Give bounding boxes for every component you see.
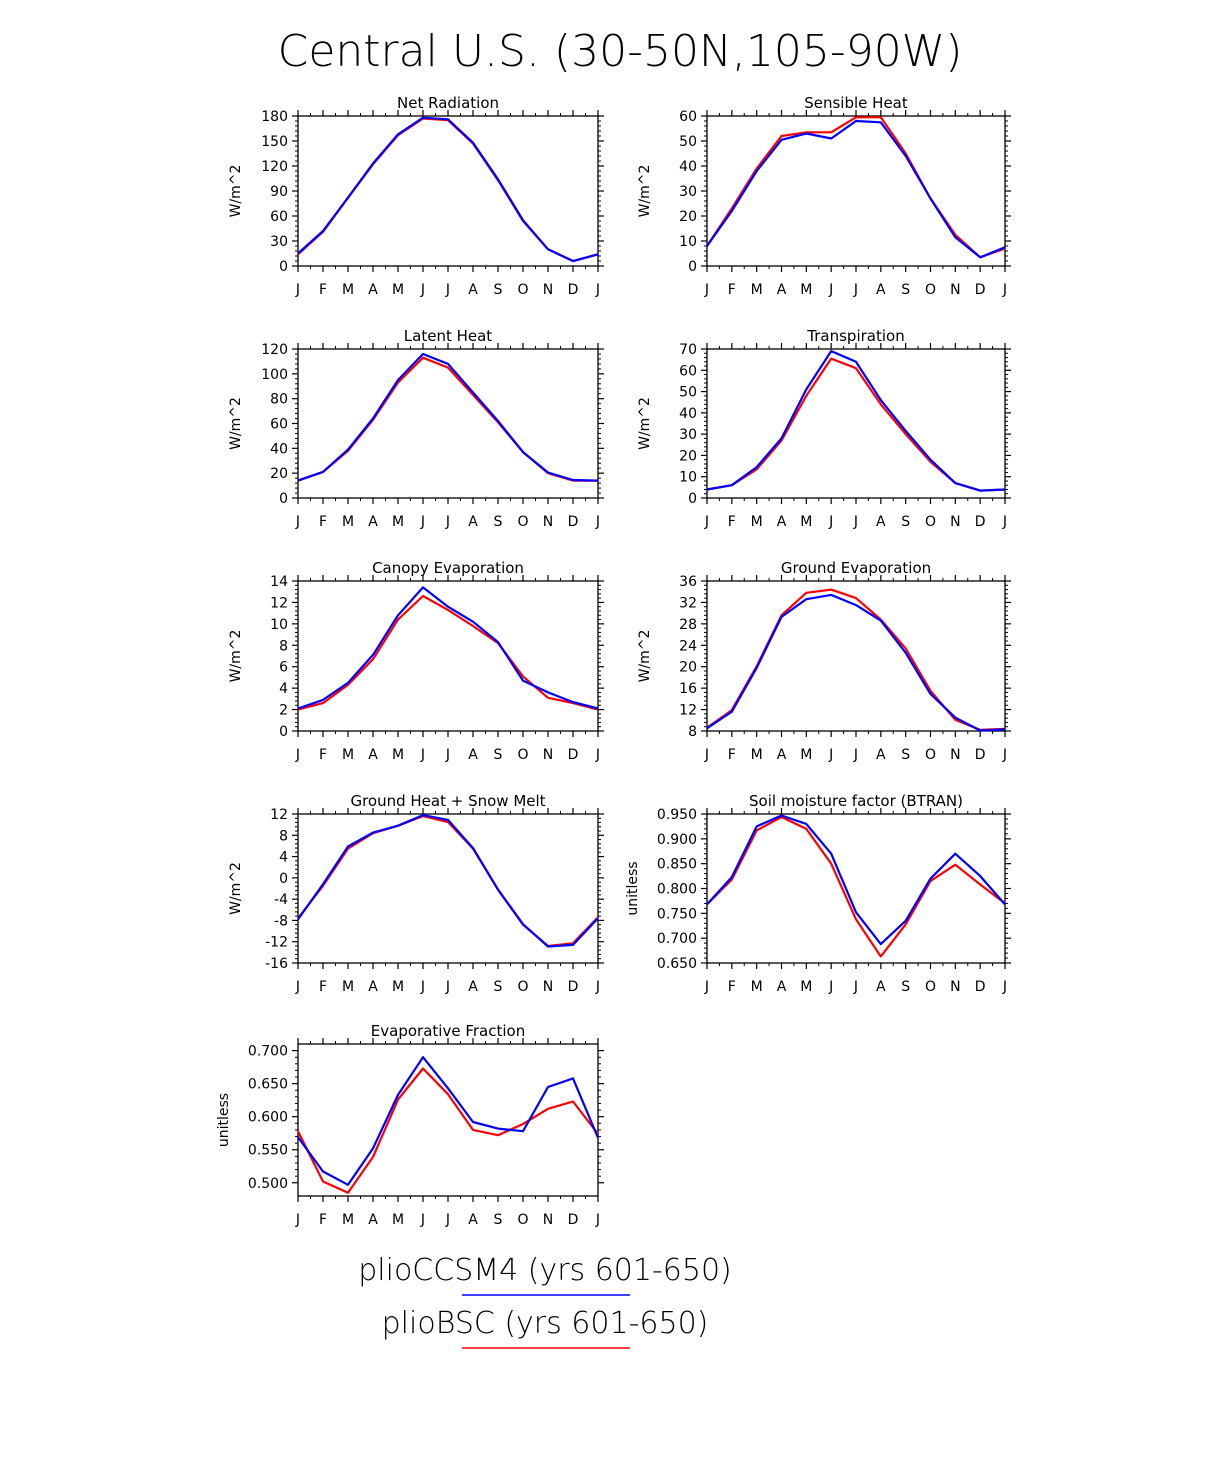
panel-title: Canopy Evaporation [372, 559, 524, 577]
y-tick-label: 180 [261, 109, 288, 125]
x-tick-label: J [445, 1212, 451, 1228]
x-tick-label: M [750, 979, 763, 995]
x-tick-label: D [974, 979, 986, 995]
x-tick-label: F [318, 747, 328, 763]
series-line-pliocCSM4 [298, 1057, 598, 1185]
chart-panel [228, 559, 604, 763]
legend-label-pliocCSM4: plioCCSM4 (yrs 601-650) [358, 1253, 732, 1288]
x-tick-label: J [1002, 979, 1008, 995]
x-tick-label: D [567, 1212, 579, 1228]
y-tick-label: -8 [274, 913, 288, 930]
x-tick-label: F [318, 979, 328, 995]
y-tick-label: 0.700 [247, 1043, 288, 1060]
series-line-pliobsc [707, 590, 1005, 730]
panel-title: Latent Heat [403, 327, 493, 345]
x-tick-label: A [368, 747, 378, 763]
x-tick-label: S [493, 747, 503, 763]
x-tick-label: A [876, 514, 886, 530]
x-tick-label: M [341, 979, 355, 995]
y-tick-label: 8 [279, 828, 288, 845]
y-tick-label: 0 [279, 491, 288, 507]
y-axis-label: W/m^2 [228, 164, 244, 218]
y-tick-label: 12 [679, 702, 697, 719]
y-tick-label: 60 [270, 416, 288, 433]
x-tick-label: J [853, 747, 859, 763]
x-tick-label: J [595, 747, 601, 763]
x-tick-label: D [974, 514, 986, 530]
y-tick-label: 20 [270, 466, 288, 483]
chart-panel [228, 94, 604, 298]
panel-title: Transpiration [807, 327, 905, 345]
y-tick-label: 120 [261, 342, 288, 358]
y-tick-label: 0.900 [656, 831, 697, 848]
y-tick-label: 40 [679, 405, 697, 422]
panel-title: Ground Evaporation [780, 559, 932, 577]
x-tick-label: J [420, 514, 426, 530]
main-title: Central U.S. (30-50N,105-90W) [277, 26, 963, 77]
y-tick-label: 8 [688, 724, 697, 740]
y-tick-label: 10 [679, 234, 697, 250]
series-line-pliocCSM4 [298, 815, 598, 946]
x-tick-label: O [517, 747, 529, 763]
series-line-pliocCSM4 [298, 354, 598, 481]
y-tick-label: 30 [270, 234, 288, 250]
x-tick-label: A [876, 979, 886, 995]
y-tick-label: 80 [270, 391, 288, 408]
y-tick-label: 8 [279, 638, 288, 655]
x-tick-label: N [542, 282, 554, 298]
y-tick-label: 12 [270, 595, 288, 612]
y-tick-label: 2 [279, 702, 288, 719]
x-tick-label: J [420, 1212, 426, 1228]
y-tick-label: 0 [279, 870, 288, 887]
plot-frame [298, 814, 598, 963]
x-tick-label: J [704, 514, 710, 530]
x-tick-label: J [1002, 747, 1008, 763]
x-tick-label: M [800, 747, 813, 763]
x-tick-label: O [517, 282, 529, 298]
x-tick-label: M [391, 747, 405, 763]
x-tick-label: J [704, 747, 710, 763]
y-tick-label: 14 [270, 574, 288, 590]
chart-panel [625, 792, 1011, 995]
x-tick-label: J [829, 979, 834, 995]
y-tick-label: 20 [679, 448, 697, 465]
y-tick-label: 6 [279, 659, 288, 676]
y-tick-label: 0.700 [656, 931, 697, 948]
y-axis-label: W/m^2 [637, 629, 653, 683]
y-tick-label: 30 [679, 184, 697, 200]
x-tick-label: J [445, 282, 451, 298]
x-tick-label: J [853, 282, 859, 298]
x-tick-label: F [318, 282, 328, 298]
x-tick-label: N [542, 1212, 554, 1228]
x-tick-label: N [542, 747, 554, 763]
x-tick-label: O [924, 747, 937, 763]
x-tick-label: J [295, 282, 301, 298]
x-tick-label: D [567, 979, 579, 995]
y-axis-label: W/m^2 [228, 629, 244, 683]
plot-frame [298, 581, 598, 731]
y-tick-label: 36 [679, 574, 697, 590]
x-tick-label: M [341, 282, 355, 298]
x-tick-label: J [829, 282, 834, 298]
x-tick-label: O [924, 979, 937, 995]
x-tick-label: N [542, 979, 554, 995]
x-tick-label: S [901, 514, 911, 530]
x-tick-label: J [295, 979, 301, 995]
x-tick-label: N [950, 747, 961, 763]
series-line-pliobsc [298, 358, 598, 481]
x-tick-label: A [468, 1212, 478, 1228]
x-tick-label: O [924, 282, 937, 298]
y-axis-label: W/m^2 [228, 862, 244, 915]
x-tick-label: M [800, 282, 813, 298]
series-line-pliocCSM4 [707, 595, 1005, 731]
y-tick-label: 0 [279, 259, 288, 275]
x-tick-label: J [1002, 282, 1008, 298]
y-axis-label: unitless [216, 1092, 232, 1148]
x-tick-label: S [901, 282, 911, 298]
x-tick-label: J [420, 282, 426, 298]
y-tick-label: 0.750 [656, 906, 697, 923]
x-tick-label: A [468, 282, 478, 298]
x-tick-label: J [445, 514, 451, 530]
x-tick-label: J [445, 747, 451, 763]
plot-frame [707, 581, 1005, 731]
y-tick-label: 100 [261, 366, 288, 383]
y-tick-label: 70 [679, 342, 697, 358]
y-tick-label: 0 [688, 259, 697, 275]
x-tick-label: J [420, 979, 426, 995]
x-tick-label: M [341, 514, 355, 530]
series-line-pliobsc [707, 117, 1005, 257]
y-tick-label: 12 [270, 807, 288, 823]
plot-frame [298, 116, 598, 266]
x-tick-label: D [567, 747, 579, 763]
x-tick-label: J [1002, 514, 1008, 530]
x-tick-label: N [950, 514, 961, 530]
y-tick-label: 0.950 [656, 807, 697, 823]
x-tick-label: S [493, 514, 503, 530]
x-tick-label: A [368, 282, 378, 298]
x-tick-label: J [704, 979, 710, 995]
y-tick-label: 4 [279, 849, 288, 866]
panel-title: Sensible Heat [804, 94, 908, 112]
x-tick-label: S [493, 282, 503, 298]
x-tick-label: J [853, 979, 859, 995]
x-tick-label: F [727, 282, 736, 298]
y-tick-label: 0.500 [247, 1175, 288, 1192]
x-tick-label: A [368, 514, 378, 530]
y-tick-label: 10 [270, 616, 288, 633]
x-tick-label: M [391, 282, 405, 298]
y-tick-label: 40 [270, 441, 288, 458]
y-axis-label: W/m^2 [637, 397, 653, 450]
plot-frame [707, 116, 1005, 266]
y-tick-label: 0.800 [656, 881, 697, 898]
x-tick-label: A [776, 514, 787, 530]
chart-panel [637, 327, 1011, 530]
panel-title: Ground Heat + Snow Melt [350, 792, 546, 810]
y-tick-label: 16 [679, 681, 697, 698]
y-tick-label: -16 [265, 956, 288, 972]
x-tick-label: F [318, 1212, 328, 1228]
series-line-pliobsc [298, 816, 598, 946]
x-tick-label: M [391, 514, 405, 530]
y-tick-label: 10 [679, 469, 697, 486]
y-tick-label: 0.650 [656, 956, 697, 972]
y-tick-label: 20 [679, 209, 697, 225]
x-tick-label: S [493, 979, 503, 995]
x-tick-label: M [750, 514, 763, 530]
x-tick-label: A [776, 282, 787, 298]
x-tick-label: M [800, 979, 813, 995]
x-tick-label: M [391, 1212, 405, 1228]
x-tick-label: J [704, 282, 710, 298]
x-tick-label: O [517, 1212, 529, 1228]
panel-title: Net Radiation [397, 94, 499, 112]
chart-panel [637, 94, 1011, 298]
series-line-pliocCSM4 [707, 121, 1005, 257]
x-tick-label: J [295, 1212, 301, 1228]
y-axis-label: W/m^2 [228, 397, 244, 450]
y-tick-label: 60 [679, 363, 697, 380]
series-line-pliocCSM4 [707, 816, 1005, 945]
chart-panel [216, 1022, 604, 1228]
x-tick-label: A [876, 282, 886, 298]
y-tick-label: 120 [261, 159, 288, 175]
panel-title: Evaporative Fraction [370, 1022, 526, 1040]
x-tick-label: A [468, 514, 478, 530]
x-tick-label: A [876, 747, 886, 763]
x-tick-label: M [750, 747, 763, 763]
x-tick-label: J [595, 1212, 601, 1228]
x-tick-label: M [341, 1212, 355, 1228]
x-tick-label: O [924, 514, 937, 530]
x-tick-label: J [595, 514, 601, 530]
x-tick-label: J [295, 747, 301, 763]
series-line-pliocCSM4 [298, 118, 598, 261]
y-tick-label: 0.650 [247, 1076, 288, 1093]
y-tick-label: 50 [679, 134, 697, 150]
y-tick-label: -12 [265, 934, 288, 951]
series-line-pliocCSM4 [298, 587, 598, 708]
series-line-pliobsc [298, 596, 598, 710]
x-tick-label: M [391, 979, 405, 995]
x-tick-label: S [901, 747, 911, 763]
x-tick-label: J [829, 747, 834, 763]
series-line-pliobsc [298, 119, 598, 262]
x-tick-label: J [595, 282, 601, 298]
x-tick-label: A [776, 747, 787, 763]
y-tick-label: 4 [279, 681, 288, 698]
x-tick-label: J [595, 979, 601, 995]
x-tick-label: M [341, 747, 355, 763]
panels [216, 94, 1011, 1228]
x-tick-label: N [542, 514, 554, 530]
y-tick-label: 0.600 [247, 1109, 288, 1126]
x-tick-label: M [800, 514, 813, 530]
x-tick-label: D [567, 514, 579, 530]
y-axis-label: W/m^2 [637, 164, 653, 218]
y-tick-label: 0.850 [656, 856, 697, 873]
chart-panel [228, 792, 604, 995]
y-tick-label: 90 [270, 184, 288, 200]
y-tick-label: -4 [274, 892, 288, 909]
x-tick-label: J [445, 979, 451, 995]
x-tick-label: F [727, 514, 736, 530]
x-tick-label: J [829, 514, 834, 530]
y-axis-label: unitless [625, 861, 641, 916]
x-tick-label: D [974, 282, 986, 298]
x-tick-label: N [950, 282, 961, 298]
y-tick-label: 50 [679, 384, 697, 401]
y-tick-label: 0 [279, 724, 288, 740]
x-tick-label: S [493, 1212, 503, 1228]
x-tick-label: J [295, 514, 301, 530]
y-tick-label: 28 [679, 616, 697, 633]
x-tick-label: O [517, 979, 529, 995]
x-tick-label: N [950, 979, 961, 995]
x-tick-label: D [974, 747, 986, 763]
y-tick-label: 24 [679, 638, 697, 655]
y-tick-label: 32 [679, 595, 697, 612]
y-tick-label: 0 [688, 491, 697, 507]
y-tick-label: 30 [679, 427, 697, 444]
plot-frame [707, 349, 1005, 498]
x-tick-label: F [318, 514, 328, 530]
x-tick-label: M [750, 282, 763, 298]
x-tick-label: A [776, 979, 787, 995]
chart-panel [637, 559, 1011, 763]
legend [358, 1253, 732, 1348]
x-tick-label: A [468, 979, 478, 995]
x-tick-label: S [901, 979, 911, 995]
x-tick-label: A [368, 979, 378, 995]
x-tick-label: O [517, 514, 529, 530]
x-tick-label: F [727, 747, 736, 763]
plot-frame [298, 1044, 598, 1196]
y-tick-label: 40 [679, 159, 697, 175]
y-tick-label: 20 [679, 659, 697, 676]
x-tick-label: A [368, 1212, 378, 1228]
y-tick-label: 150 [261, 134, 288, 150]
y-tick-label: 0.550 [247, 1142, 288, 1159]
x-tick-label: J [853, 514, 859, 530]
x-tick-label: J [420, 747, 426, 763]
panel-title: Soil moisture factor (BTRAN) [749, 792, 963, 810]
y-tick-label: 60 [270, 209, 288, 225]
chart-panel [228, 327, 604, 530]
x-tick-label: A [468, 747, 478, 763]
legend-label-pliobsc: plioBSC (yrs 601-650) [381, 1306, 709, 1341]
series-line-pliocCSM4 [707, 351, 1005, 491]
y-tick-label: 60 [679, 109, 697, 125]
x-tick-label: D [567, 282, 579, 298]
x-tick-label: F [727, 979, 736, 995]
